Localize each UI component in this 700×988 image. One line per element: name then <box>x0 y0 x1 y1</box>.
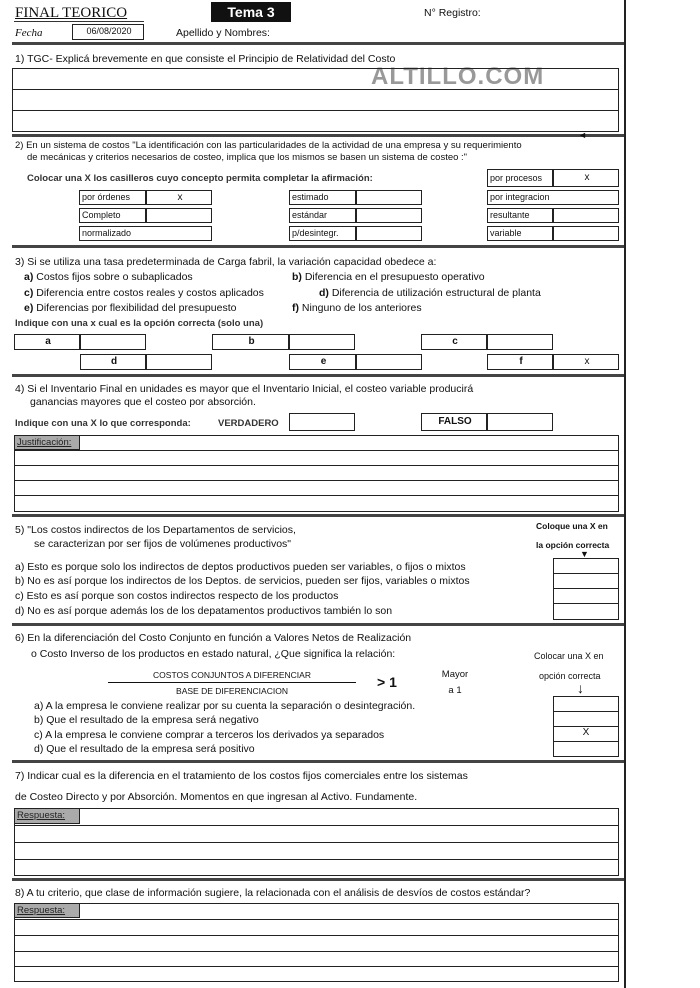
page-right-border <box>624 0 626 988</box>
q2-text-line1: 2) En un sistema de costos "La identificación con las particularidades de la actividad de una empresa y su requerimiento <box>15 140 522 151</box>
fecha-field[interactable]: 06/08/2020 <box>72 24 144 40</box>
q3-label-f: f <box>487 354 553 370</box>
q6-option-a: a) A la empresa le conviene realizar por su cuenta la separación o desintegración. <box>34 700 416 712</box>
q8-respuesta-label: Respuesta: <box>14 903 80 918</box>
check-por-procesos[interactable]: x <box>553 169 619 187</box>
q6-option-b: b) Que el resultado de la empresa será negativo <box>34 714 259 726</box>
verdadero-check[interactable] <box>289 413 355 431</box>
q3-check-c[interactable] <box>487 334 553 350</box>
q5-line2: se caracterizan por ser fijos de volúmenes productivos" <box>34 538 292 550</box>
arrow-down-icon: ▼ <box>580 549 589 559</box>
falso-label: FALSO <box>421 413 487 431</box>
q3-option-a: a) Costos fijos sobre o subaplicados <box>24 271 193 283</box>
q5-option-d: d) No es así porque además los de los depatamentos productivos también lo son <box>15 605 393 617</box>
title-underline <box>14 21 132 22</box>
ratio-greater-than: > 1 <box>377 674 397 690</box>
a1-label: a 1 <box>448 685 462 696</box>
q3-label-b: b <box>212 334 289 350</box>
q7-line2: de Costeo Directo y por Absorción. Momentos en que ingresan al Activo. Fundamente. <box>15 791 418 803</box>
q1-text: 1) TGC- Explicá brevemente en que consiste el Principio de Relatividad del Costo <box>15 53 396 65</box>
divider <box>12 514 624 517</box>
q2-instruction: Colocar una X los casilleros cuyo concepto permita completar la afirmación: <box>27 173 373 184</box>
tema-badge: Tema 3 <box>211 2 291 22</box>
q6-option-d: d) Que el resultado de la empresa será positivo <box>34 743 255 755</box>
option-resultante: resultante <box>487 208 553 223</box>
mayor-label: Mayor <box>441 669 469 680</box>
q6-check-c-mark: X <box>582 727 590 738</box>
q3-label-e: e <box>289 354 356 370</box>
q3-option-b: b) Diferencia en el presupuesto operativo <box>292 271 485 283</box>
divider <box>12 245 624 248</box>
divider <box>12 623 624 626</box>
q3-option-c: c) Diferencia entre costos reales y costos aplicados <box>24 287 264 299</box>
option-normalizado: normalizado <box>79 226 212 241</box>
justificacion-label: Justificación: <box>14 435 80 450</box>
q3-option-e: e) Diferencias por flexibilidad del presupuesto <box>24 302 237 314</box>
q5-option-c: c) Esto es así porque son costos indirectos respecto de los productos <box>15 590 339 602</box>
fecha-label: Fecha <box>15 27 43 39</box>
option-variable: variable <box>487 226 553 241</box>
q5-line1: 5) "Los costos indirectos de los Departamentos de servicios, <box>15 524 296 536</box>
check-estandar[interactable] <box>356 208 422 223</box>
q8-answer-lines[interactable] <box>14 903 619 982</box>
q6-side-instruction-1: Colocar una X en <box>534 651 604 661</box>
q3-check-d[interactable] <box>146 354 212 370</box>
q4-instruction: Indique con una X lo que corresponda: <box>15 418 191 429</box>
q4-line1: 4) Si el Inventario Final en unidades es mayor que el Inventario Inicial, el costeo variable producirá <box>15 383 474 395</box>
exam-title: FINAL TEORICO <box>15 5 128 21</box>
check-resultante[interactable] <box>553 208 619 223</box>
q3-check-e[interactable] <box>356 354 422 370</box>
option-p-desintegr: p/desintegr. <box>289 226 356 241</box>
q3-intro: 3) Si se utiliza una tasa predeterminada de Carga fabril, la variación capacidad obedece a: <box>15 256 437 268</box>
watermark: ALTILLO.COM <box>371 63 545 90</box>
option-por-ordenes: por órdenes <box>79 190 146 205</box>
q6-line1: 6) En la diferenciación del Costo Conjunto en función a Valores Netos de Realización <box>15 632 412 644</box>
divider <box>12 374 624 377</box>
q3-instruction: Indique con una x cual es la opción correcta (solo una) <box>15 318 264 329</box>
ratio-fraction-bar <box>108 682 356 683</box>
arrow-icon: ◄ <box>578 130 587 140</box>
q5-option-a: a) Esto es porque solo los indirectos de deptos productivos pueden ser variables, o fijos o mixtos <box>15 561 466 573</box>
q1-answer-lines[interactable] <box>12 68 619 132</box>
q5-option-b: b) No es así porque los indirectos de los Deptos. de servicios, pueden ser fijos, variables o mixtos <box>15 575 470 587</box>
q3-option-d: d) Diferencia de utilización estructural de planta <box>319 287 541 299</box>
q3-check-b[interactable] <box>289 334 355 350</box>
q6-line2: o Costo Inverso de los productos en estado natural, ¿Que significa la relación: <box>31 648 396 660</box>
arrow-down-icon: ↓ <box>577 680 584 696</box>
q7-respuesta-label: Respuesta: <box>14 808 80 824</box>
registro-label: N° Registro: <box>424 7 481 19</box>
divider <box>12 134 624 137</box>
q7-answer-lines[interactable] <box>14 808 619 876</box>
q4-line2: ganancias mayores que el costeo por absorción. <box>30 396 256 408</box>
option-por-procesos: por procesos <box>487 169 553 187</box>
divider <box>12 42 624 45</box>
q7-line1: 7) Indicar cual es la diferencia en el tratamiento de los costos fijos comerciales entre los sistemas <box>15 770 468 782</box>
option-estandar: estándar <box>289 208 356 223</box>
q6-side-instruction-2: opción correcta <box>539 671 601 681</box>
check-estimado[interactable] <box>356 190 422 205</box>
option-por-integracion: por integracion <box>487 190 619 205</box>
q5-side-instruction-1: Coloque una X en <box>536 521 608 531</box>
q2-text-line2: de mecánicas y criterios necesarios de costeo, implica que los mismos se basen un sistema de costeo :" <box>27 152 468 163</box>
option-completo: Completo <box>79 208 146 223</box>
check-p-desintegr[interactable] <box>356 226 422 241</box>
apellido-label: Apellido y Nombres: <box>176 27 270 39</box>
check-completo[interactable] <box>146 208 212 223</box>
q3-label-d: d <box>80 354 146 370</box>
q3-check-a[interactable] <box>80 334 146 350</box>
q3-option-f: f) Ninguno de los anteriores <box>292 302 422 314</box>
q5-answer-boxes[interactable] <box>553 558 619 620</box>
q5-side-instruction-2: la opción correcta <box>536 540 610 550</box>
divider <box>12 878 624 881</box>
check-por-ordenes[interactable]: x <box>146 190 212 205</box>
falso-check[interactable] <box>487 413 553 431</box>
q6-option-c: c) A la empresa le conviene comprar a terceros los derivados ya separados <box>34 729 385 741</box>
q3-label-c: c <box>421 334 487 350</box>
check-variable[interactable] <box>553 226 619 241</box>
verdadero-label: VERDADERO <box>218 418 279 429</box>
ratio-numerator: COSTOS CONJUNTOS A DIFERENCIAR <box>153 670 311 680</box>
ratio-denominator: BASE DE DIFERENCIACION <box>176 686 288 696</box>
q8-line1: 8) A tu criterio, que clase de información sugiere, la relacionada con el análisis de desvíos de costos estándar? <box>15 887 531 899</box>
option-estimado: estimado <box>289 190 356 205</box>
divider <box>12 760 624 763</box>
q4-answer-lines[interactable] <box>14 435 619 512</box>
q3-label-a: a <box>14 334 80 350</box>
q3-check-f[interactable]: x <box>553 354 619 370</box>
